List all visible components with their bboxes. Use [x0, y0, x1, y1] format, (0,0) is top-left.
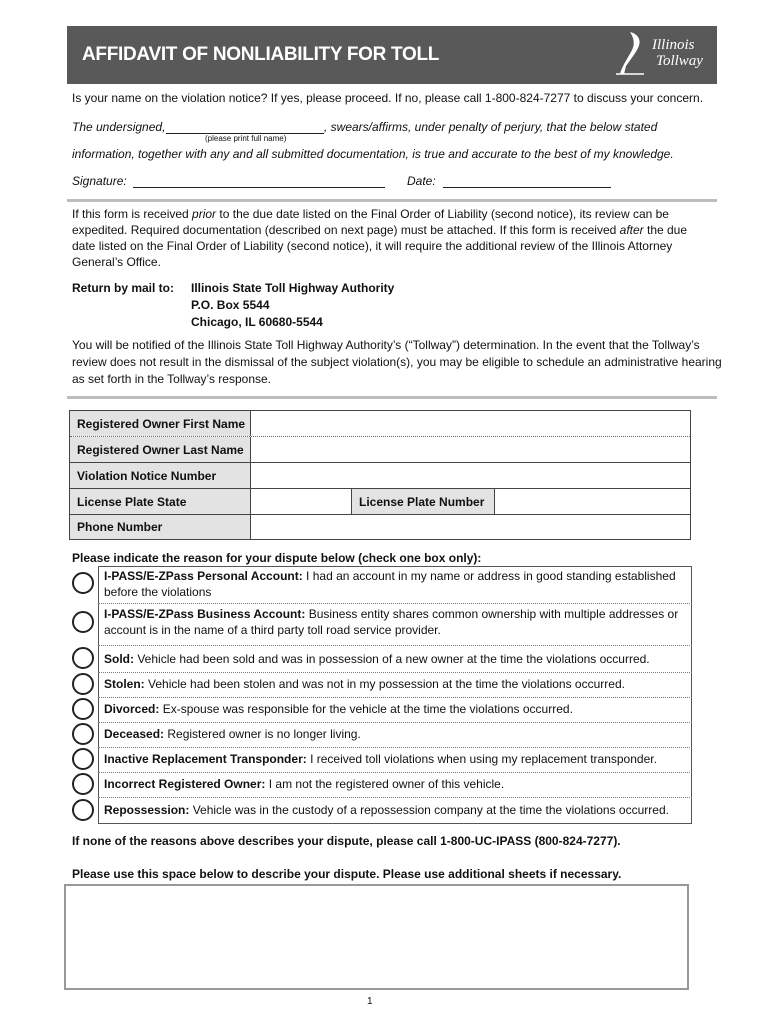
- logo-text-illinois: Illinois: [652, 37, 695, 53]
- phone-input[interactable]: [252, 515, 690, 539]
- row-divider: [98, 747, 692, 748]
- row-divider: [98, 645, 692, 646]
- full-name-hint: (please print full name): [205, 134, 287, 143]
- row-divider: [98, 797, 692, 798]
- notice-line1: If this form is received prior to the due date listed on the Final Order of Liability (second notice), its review can be: [72, 207, 669, 221]
- reason-incorrect-owner: Incorrect Registered Owner: I am not the registered owner of this vehicle.: [104, 777, 505, 791]
- oath-line2: information, together with any and all submitted documentation, is true and accurate to the best of my knowledge.: [72, 147, 674, 161]
- reason-radio-deceased[interactable]: [72, 723, 94, 745]
- reason-radio-stolen[interactable]: [72, 673, 94, 695]
- notify-line2: review does not result in the dismissal of the subject violation(s), you may be eligible to schedule an administrative hearing: [72, 355, 722, 369]
- signature-line[interactable]: [133, 187, 385, 188]
- reason-stolen: Stolen: Vehicle had been stolen and was not in my possession at the time the violations occurred.: [104, 677, 625, 691]
- first-name-label: Registered Owner First Name: [77, 417, 246, 431]
- violation-number-label: Violation Notice Number: [77, 469, 217, 483]
- reason-inactive-transponder: Inactive Replacement Transponder: I received toll violations when using my replacement transponder.: [104, 752, 657, 766]
- describe-instructions: Please use this space below to describe your dispute. Please use additional sheets if necessary.: [72, 867, 622, 881]
- notify-line3: as set forth in the Tollway’s response.: [72, 372, 271, 386]
- logo-text-tollway: Tollway: [656, 53, 703, 69]
- reason-radio-business-account[interactable]: [72, 611, 94, 633]
- row-divider: [98, 697, 692, 698]
- plate-state-label: License Plate State: [77, 495, 187, 509]
- last-name-input[interactable]: [252, 437, 690, 462]
- notice-line2: expedited. Required documentation (described on next page) must be attached. If this form is received after the due: [72, 223, 688, 237]
- reason-deceased: Deceased: Registered owner is no longer living.: [104, 727, 361, 741]
- page-number: 1: [367, 996, 373, 1007]
- mail-label: Return by mail to:: [72, 281, 175, 295]
- reason-radio-incorrect-owner[interactable]: [72, 773, 94, 795]
- reason-repossession: Repossession: Vehicle was in the custody of a repossession company at the time the violations occurred.: [104, 803, 669, 817]
- reason-radio-divorced[interactable]: [72, 698, 94, 720]
- notify-line1: You will be notified of the Illinois State Toll Highway Authority’s (“Tollway”) determination. In the event that the Tollway’s: [72, 338, 700, 352]
- divider: [67, 396, 717, 399]
- reason-radio-inactive-transponder[interactable]: [72, 748, 94, 770]
- notice-line3: date listed on the Final Order of Liability (second notice), it will require the additional review of the Illinois Attorney: [72, 239, 673, 253]
- mail-address-line2: P.O. Box 5544: [191, 298, 270, 312]
- reason-personal-account-cont: before the violations: [104, 585, 212, 599]
- reason-radio-sold[interactable]: [72, 647, 94, 669]
- none-apply-text: If none of the reasons above describes your dispute, please call 1-800-UC-IPASS (800-824-7277).: [72, 834, 621, 848]
- illinois-tollway-logo: [608, 30, 716, 80]
- intro-text: Is your name on the violation notice? If yes, please proceed. If no, please call 1-800-824-7277 to discuss your concern.: [72, 91, 704, 105]
- last-name-label: Registered Owner Last Name: [77, 443, 244, 457]
- reason-radio-personal-account[interactable]: [72, 572, 94, 594]
- dispute-heading: Please indicate the reason for your dispute below (check one box only):: [72, 551, 482, 565]
- date-label: Date:: [407, 174, 436, 188]
- reason-business-account-cont: account is in the name of a third party toll road service provider.: [104, 623, 441, 637]
- reason-sold: Sold: Vehicle had been sold and was in possession of a new owner at the time the violations occurred.: [104, 652, 650, 666]
- phone-label: Phone Number: [77, 520, 163, 534]
- first-name-input[interactable]: [252, 411, 690, 436]
- oath-prefix: The undersigned,: [72, 120, 166, 134]
- plate-number-input[interactable]: [495, 489, 690, 514]
- violation-number-input[interactable]: [252, 463, 690, 488]
- oath-suffix: , swears/affirms, under penalty of perjury, that the below stated: [324, 120, 658, 134]
- row-divider: [98, 672, 692, 673]
- row-divider: [98, 772, 692, 773]
- mail-address-line3: Chicago, IL 60680-5544: [191, 315, 323, 329]
- divider: [67, 199, 717, 202]
- notice-line4: General’s Office.: [72, 255, 161, 269]
- plate-number-label: License Plate Number: [359, 495, 485, 509]
- date-line[interactable]: [443, 187, 611, 188]
- mail-address-line1: Illinois State Toll Highway Authority: [191, 281, 395, 295]
- logo-mark-icon: [608, 30, 648, 78]
- signature-label: Signature:: [72, 174, 127, 188]
- row-divider: [98, 722, 692, 723]
- row-divider: [98, 603, 692, 604]
- plate-state-input[interactable]: [252, 489, 350, 514]
- reason-radio-repossession[interactable]: [72, 799, 94, 821]
- reason-business-account: I-PASS/E-ZPass Business Account: Business entity shares common ownership with multiple addresses or: [104, 607, 679, 621]
- form-title: AFFIDAVIT OF NONLIABILITY FOR TOLL: [82, 44, 440, 65]
- reason-divorced: Divorced: Ex-spouse was responsible for the vehicle at the time the violations occurred.: [104, 702, 573, 716]
- reason-personal-account: I-PASS/E-ZPass Personal Account: I had an account in my name or address in good standing established: [104, 569, 676, 583]
- dispute-description-box[interactable]: [64, 884, 689, 990]
